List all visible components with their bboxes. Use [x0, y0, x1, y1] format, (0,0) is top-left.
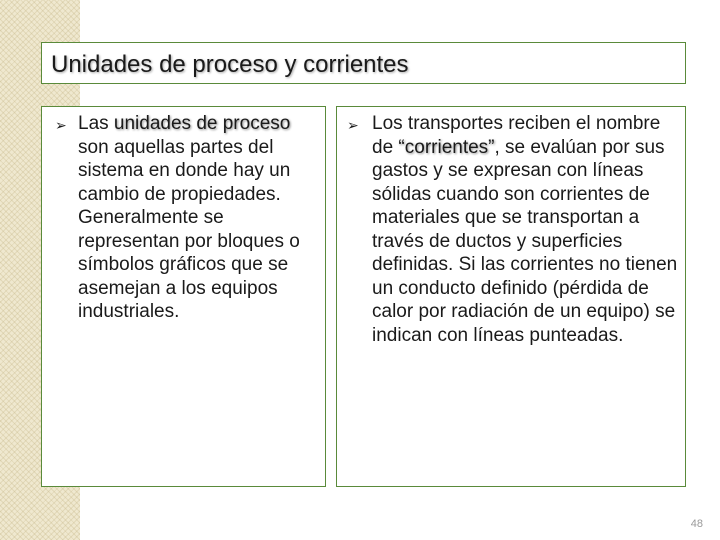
page-number: 48 [690, 518, 703, 530]
arrow-bullet-icon: ➢ [55, 117, 67, 133]
arrow-bullet-icon: ➢ [347, 117, 359, 133]
left-text-before: Las [78, 113, 114, 134]
title-box [41, 42, 686, 84]
left-text-after: son aquellas partes del sistema en donde hay un cambio de propiedades. Generalmente se representan por bloques o símbolos gráficos que se asemejan a los equipos industriales. [78, 136, 300, 322]
left-paragraph [78, 112, 323, 324]
right-text-before: Los transportes reciben el nombre de [372, 113, 661, 158]
right-text-after: , se evalúan por sus gastos y se expresan con líneas sólidas cuando son corrientes de materiales que se transportan a través de ductos y superficies definidas. Si las corrientes no tienen un conducto definido (pérdida de calor por radiación de un equipo) se indican con líneas punteadas. [372, 136, 678, 346]
left-highlight-term: unidades de proceso [113, 113, 291, 134]
left-panel [41, 106, 326, 487]
slide-title: Unidades de proceso y corrientes [51, 51, 409, 78]
right-panel [336, 106, 686, 487]
right-paragraph [372, 112, 684, 347]
right-highlight-term: “corrientes” [398, 136, 495, 158]
